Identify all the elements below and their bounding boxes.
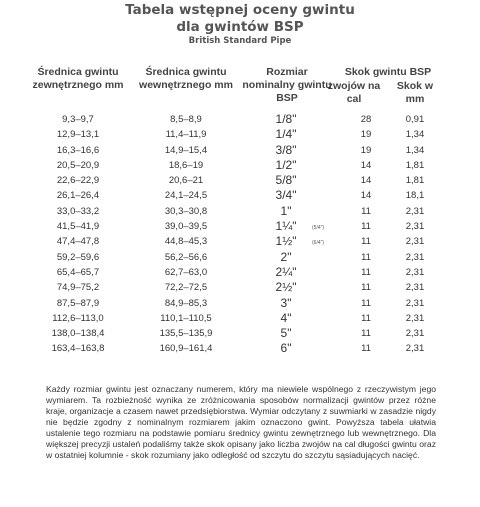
table-row [0, 282, 480, 297]
cell-tpi: 11 [361, 297, 371, 309]
cell-pitch-mm: 1,81 [405, 159, 425, 171]
cell-tpi: 11 [361, 328, 371, 340]
cell-inner-diameter: 110,1–110,5 [160, 312, 212, 324]
table-row [0, 129, 480, 144]
table-row [0, 190, 480, 205]
cell-pitch-mm: 0,91 [405, 114, 425, 125]
cell-inner-diameter: 11,4–11,9 [165, 129, 207, 141]
header-pitch-mm: Skok w mm [396, 80, 434, 105]
description-paragraph: Każdy rozmiar gwintu jest oznaczany numerem, który ma niewiele wspólnego z rzeczywistym jego wymiarem. Ta rozbieżność wynika ze zróżnicowania sposobów normalizacji gwintów przez różne kraje, organizacje a czasem nawet przedsiębiorstwa. Wymiar odczytany z suwmiarki w zasadzie nigdy nie będzie zgodny z nominalnym rozmiarem jakim oznaczono gwint. Powyższa tabela ułatwia ustalenie tego rozmiaru na podstawie pomiaru średnicy gwintu zewnętrznego lub wewnętrznego. Dla większej precyzji ustaleń podaliśmy także skok opisany jako liczba zwojów na cal długości gwintu oraz w ostatniej kolumnie - skok rozumiany jako odległość od szczytu do szczytu sąsiadujących nacięć. [46, 384, 436, 460]
cell-outer-diameter: 163,4–163,8 [51, 343, 105, 355]
cell-inner-diameter: 20,6–21 [168, 175, 204, 187]
cell-pitch-mm: 1,34 [405, 144, 425, 156]
cell-inner-diameter: 18,6–19 [168, 159, 204, 171]
table-row [0, 343, 480, 358]
cell-tpi: 14 [360, 159, 372, 171]
cell-pitch-mm: 2,31 [405, 251, 425, 263]
table-row [0, 249, 480, 267]
cell-pitch-mm: 2,31 [405, 343, 425, 355]
header-inner-diameter: Średnica gwintu wewnętrznego mm [139, 66, 233, 91]
cell-nominal-size: 1/8" [275, 112, 297, 126]
cell-tpi: 11 [361, 236, 371, 248]
cell-outer-diameter: 22,6–22,9 [56, 175, 100, 187]
table-row [0, 142, 480, 160]
header-outer-diameter: Średnica gwintu zewnętrznego mm [32, 66, 124, 91]
page-subtitle: dla gwintów BSP [176, 19, 304, 35]
cell-nominal-note: (5/4") [312, 225, 325, 232]
cell-pitch-mm: 18,1 [405, 190, 425, 202]
cell-tpi: 14 [360, 190, 372, 202]
cell-outer-diameter: 41,5–41,9 [56, 221, 100, 233]
cell-outer-diameter: 65,4–65,7 [56, 266, 100, 278]
cell-outer-diameter: 16,3–16,6 [56, 144, 100, 156]
cell-inner-diameter: 84,9–85,3 [164, 297, 208, 309]
cell-inner-diameter: 14,9–15,4 [164, 144, 208, 156]
cell-nominal-size: 2½" [275, 280, 297, 295]
cell-nominal-size: 1/2" [275, 157, 297, 172]
cell-tpi: 19 [360, 144, 372, 156]
table-row [0, 328, 480, 343]
cell-inner-diameter: 72,2–72,5 [164, 282, 208, 294]
cell-pitch-mm: 1,34 [405, 129, 425, 141]
cell-pitch-mm: 2,31 [405, 328, 425, 340]
cell-tpi: 11 [361, 205, 371, 217]
cell-pitch-mm: 1,81 [405, 175, 425, 187]
table-row [0, 114, 480, 129]
cell-nominal-size: 4" [280, 310, 292, 325]
cell-tpi: 14 [360, 175, 372, 187]
cell-outer-diameter: 20,5–20,9 [56, 159, 100, 171]
cell-inner-diameter: 62,7–63,0 [164, 266, 208, 278]
thread-table [0, 114, 480, 359]
table-row [0, 175, 480, 190]
table-row [0, 221, 480, 236]
cell-outer-diameter: 138,0–138,4 [51, 328, 105, 340]
table-row [0, 157, 480, 175]
cell-inner-diameter: 24,1–24,5 [164, 190, 208, 202]
table-row [0, 264, 480, 282]
cell-pitch-mm: 2,31 [405, 221, 425, 233]
cell-outer-diameter: 74,9–75,2 [56, 282, 100, 294]
table-row [0, 203, 480, 221]
cell-tpi: 11 [361, 343, 371, 355]
cell-outer-diameter: 26,1–26,4 [56, 190, 100, 202]
page-subtitle-small: British Standard Pipe [188, 36, 292, 46]
cell-tpi: 11 [361, 282, 371, 294]
cell-tpi: 11 [361, 221, 371, 233]
cell-tpi: 11 [361, 266, 371, 278]
cell-nominal-size: 5" [280, 326, 292, 341]
cell-nominal-size: 1/4" [275, 127, 297, 142]
cell-tpi: 28 [360, 114, 372, 125]
header-tpi: zwojów na cal [327, 80, 381, 105]
cell-outer-diameter: 112,6–113,0 [52, 312, 104, 324]
cell-inner-diameter: 39,0–39,5 [164, 221, 208, 233]
cell-inner-diameter: 135,5–135,9 [159, 328, 213, 340]
cell-outer-diameter: 33,0–33,2 [56, 205, 100, 217]
cell-outer-diameter: 87,5–87,9 [56, 297, 100, 309]
header-nominal-size: Rozmiar nominalny gwintu BSP [242, 66, 332, 104]
cell-nominal-size: 3/8" [275, 142, 297, 157]
cell-nominal-size: 2" [280, 249, 292, 264]
cell-nominal-size: 3/4" [275, 188, 297, 203]
cell-inner-diameter: 44,8–45,3 [164, 236, 208, 248]
cell-nominal-size: 5/8" [275, 173, 297, 188]
cell-tpi: 11 [361, 251, 371, 263]
cell-pitch-mm: 2,31 [405, 282, 425, 294]
cell-pitch-mm: 2,31 [405, 236, 425, 248]
cell-pitch-mm: 2,31 [405, 297, 425, 309]
cell-outer-diameter: 59,2–59,6 [56, 251, 100, 263]
cell-nominal-size: 1½" [275, 234, 297, 249]
table-row [0, 236, 480, 251]
cell-inner-diameter: 56,2–56,6 [164, 251, 208, 263]
cell-outer-diameter: 47,4–47,8 [56, 236, 100, 248]
cell-tpi: 11 [361, 312, 371, 324]
cell-nominal-note: (6/4") [312, 240, 325, 247]
cell-nominal-size: 1¼" [275, 219, 297, 234]
cell-inner-diameter: 160,9–161,4 [159, 343, 213, 355]
page-title: Tabela wstępnej oceny gwintu [125, 2, 355, 18]
cell-pitch-mm: 2,31 [405, 312, 425, 324]
header-pitch: Skok gwintu BSP [344, 66, 432, 78]
cell-inner-diameter: 8,5–8,9 [170, 114, 202, 125]
cell-nominal-size: 1" [280, 203, 292, 218]
cell-inner-diameter: 30,3–30,8 [164, 205, 208, 217]
cell-nominal-size: 2¼" [275, 264, 297, 279]
cell-nominal-size: 6" [280, 341, 292, 356]
table-row [0, 295, 480, 313]
cell-tpi: 19 [360, 129, 372, 141]
cell-outer-diameter: 12,9–13,1 [56, 129, 100, 141]
cell-pitch-mm: 2,31 [405, 205, 425, 217]
table-row [0, 310, 480, 328]
cell-outer-diameter: 9,3–9,7 [62, 114, 94, 125]
cell-pitch-mm: 2,31 [405, 266, 425, 278]
cell-nominal-size: 3" [280, 295, 292, 310]
